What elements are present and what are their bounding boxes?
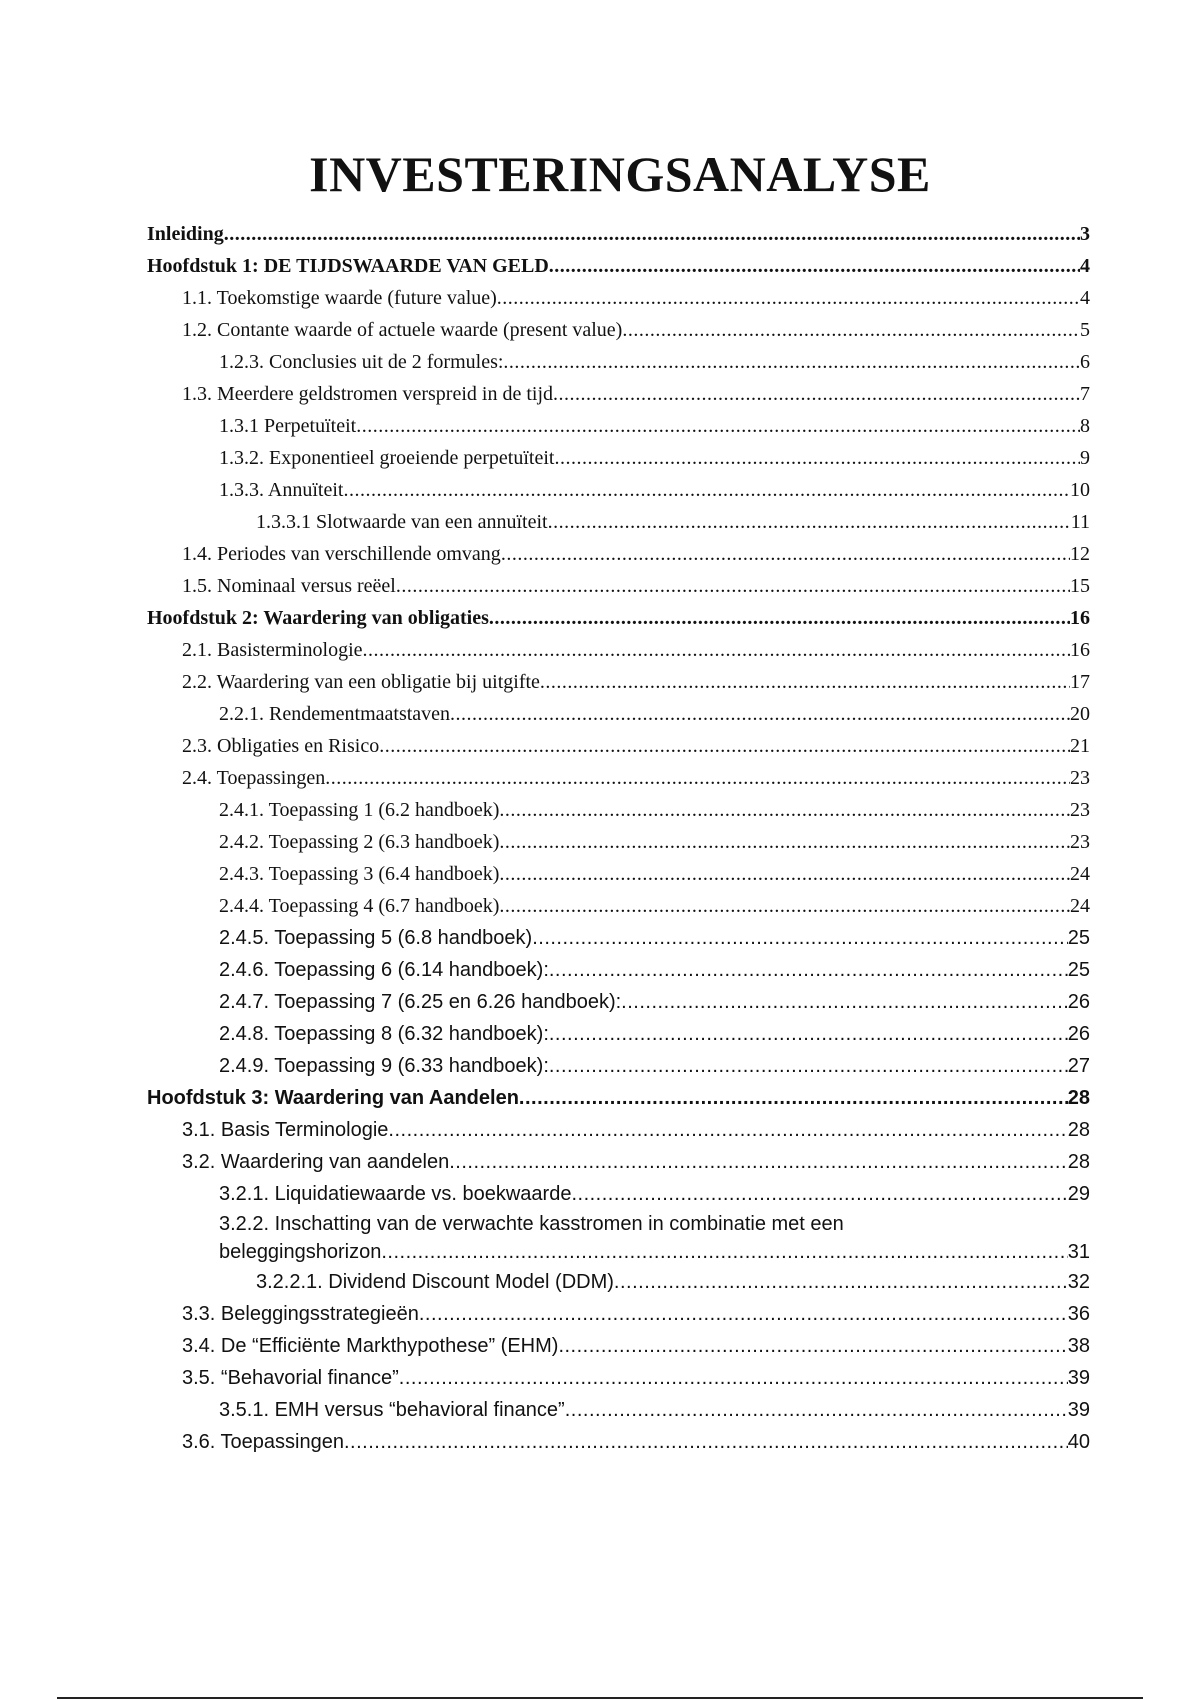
footer-divider — [57, 1697, 1143, 1699]
toc-entry-label: Hoofdstuk 3: Waardering van Aandelen — [147, 1087, 519, 1109]
toc-entry-1-2[interactable] — [147, 314, 1090, 346]
toc-dot-leader — [499, 890, 1070, 922]
toc-page-number: 40 — [1067, 1431, 1090, 1453]
toc-entry-label: 3.1. Basis Terminologie — [182, 1119, 389, 1141]
toc-dot-leader — [558, 1330, 1067, 1362]
toc-dot-leader — [381, 1238, 1067, 1266]
toc-entry-label: 3.4. De “Efficiënte Markthypothese” (EHM) — [182, 1335, 559, 1357]
toc-entry-3-4[interactable] — [147, 1330, 1090, 1362]
toc-page-number: 4 — [1080, 287, 1090, 309]
toc-entry-2-4-9[interactable] — [147, 1050, 1090, 1082]
toc-entry-label: 2.4.3. Toepassing 3 (6.4 handboek) — [219, 863, 500, 885]
toc-entry-label: 2.4.8. Toepassing 8 (6.32 handboek): — [219, 1023, 549, 1045]
toc-entry-3-3[interactable] — [147, 1298, 1090, 1330]
toc-entry-label: 1.1. Toekomstige waarde (future value) — [182, 287, 497, 309]
toc-dot-leader — [532, 922, 1068, 954]
toc-dot-leader — [388, 1114, 1067, 1146]
toc-dot-leader — [501, 538, 1070, 570]
toc-page-number: 26 — [1067, 1023, 1090, 1045]
table-of-contents — [147, 218, 1090, 1458]
toc-entry-label: Hoofdstuk 1: DE TIJDSWAARDE VAN GELD — [147, 255, 549, 277]
toc-entry-1-3-3[interactable] — [147, 474, 1090, 506]
toc-entry-2-4-6[interactable] — [147, 954, 1090, 986]
toc-entry-hoofdstuk-1[interactable] — [147, 250, 1090, 282]
toc-dot-leader — [571, 1178, 1067, 1210]
toc-page-number: 11 — [1070, 511, 1090, 533]
toc-entry-label: 1.2.3. Conclusies uit de 2 formules: — [219, 351, 504, 373]
toc-entry-2-2-1[interactable] — [147, 698, 1090, 730]
toc-page-number: 32 — [1067, 1271, 1090, 1293]
toc-entry-3-6[interactable] — [147, 1426, 1090, 1458]
toc-page-number: 38 — [1067, 1335, 1090, 1357]
toc-entry-label: 3.5. “Behavorial finance” — [182, 1367, 399, 1389]
toc-dot-leader — [549, 1018, 1068, 1050]
toc-dot-leader — [499, 858, 1070, 890]
toc-dot-leader — [614, 1266, 1068, 1298]
page-title: INVESTERINGSANALYSE — [309, 146, 931, 202]
toc-page-number: 12 — [1070, 543, 1090, 565]
toc-page-number: 9 — [1080, 447, 1090, 469]
toc-entry-2-4[interactable] — [147, 762, 1090, 794]
toc-page-number: 16 — [1070, 639, 1090, 661]
toc-entry-label-continued: beleggingshorizon — [219, 1241, 382, 1263]
toc-dot-leader — [399, 1362, 1068, 1394]
toc-entry-label: 2.4. Toepassingen — [182, 767, 326, 789]
toc-dot-leader — [325, 762, 1070, 794]
toc-entry-label: 1.4. Periodes van verschillende omvang — [182, 543, 501, 565]
toc-page-number: 25 — [1067, 927, 1090, 949]
toc-dot-leader — [344, 1426, 1068, 1458]
toc-entry-label: 2.3. Obligaties en Risico — [182, 735, 380, 757]
toc-page-number: 39 — [1067, 1367, 1090, 1389]
toc-entry-label: 1.3.1 Perpetuïteit — [219, 415, 357, 437]
toc-entry-label: 1.5. Nominaal versus reëel — [182, 575, 396, 597]
toc-dot-leader — [343, 474, 1070, 506]
toc-dot-leader — [519, 1082, 1068, 1114]
toc-entry-2-4-2[interactable] — [147, 826, 1090, 858]
toc-page-number: 23 — [1070, 799, 1090, 821]
toc-entry-1-4[interactable] — [147, 538, 1090, 570]
toc-entry-label: 2.1. Basisterminologie — [182, 639, 363, 661]
toc-page-number: 7 — [1080, 383, 1090, 405]
toc-dot-leader — [554, 442, 1080, 474]
toc-dot-leader — [379, 730, 1070, 762]
toc-entry-label: 2.2. Waardering van een obligatie bij uitgifte — [182, 671, 540, 693]
toc-entry-hoofdstuk-3[interactable] — [147, 1082, 1090, 1114]
toc-page-number: 31 — [1067, 1241, 1090, 1263]
toc-entry-3-1[interactable] — [147, 1114, 1090, 1146]
toc-entry-2-4-8[interactable] — [147, 1018, 1090, 1050]
toc-page-number: 25 — [1067, 959, 1090, 981]
toc-entry-2-2[interactable] — [147, 666, 1090, 698]
toc-entry-1-1[interactable] — [147, 282, 1090, 314]
toc-page-number: 3 — [1080, 223, 1090, 245]
toc-entry-3-5[interactable] — [147, 1362, 1090, 1394]
toc-dot-leader — [621, 986, 1068, 1018]
toc-page-number: 21 — [1070, 735, 1090, 757]
toc-entry-label: 2.4.9. Toepassing 9 (6.33 handboek): — [219, 1055, 549, 1077]
toc-page-number: 23 — [1070, 767, 1090, 789]
toc-dot-leader — [540, 666, 1070, 698]
toc-entry-label: 2.4.5. Toepassing 5 (6.8 handboek) — [219, 927, 533, 949]
toc-dot-leader — [497, 282, 1080, 314]
toc-entry-1-2-3[interactable] — [147, 346, 1090, 378]
toc-dot-leader — [450, 698, 1070, 730]
toc-dot-leader — [499, 826, 1070, 858]
toc-page-number: 17 — [1070, 671, 1090, 693]
toc-entry-label: 3.5.1. EMH versus “behavioral finance” — [219, 1399, 565, 1421]
toc-dot-leader — [449, 1146, 1068, 1178]
toc-page-number: 28 — [1067, 1151, 1090, 1173]
toc-entry-1-5[interactable] — [147, 570, 1090, 602]
toc-entry-label: 3.2.2.1. Dividend Discount Model (DDM) — [256, 1271, 614, 1293]
toc-entry-label: 3.2.1. Liquidatiewaarde vs. boekwaarde — [219, 1183, 572, 1205]
toc-entry-label: 2.4.2. Toepassing 2 (6.3 handboek) — [219, 831, 500, 853]
toc-entry-2-4-3[interactable] — [147, 858, 1090, 890]
toc-entry-label: 3.3. Beleggingsstrategieën — [182, 1303, 419, 1325]
toc-entry-hoofdstuk-2[interactable] — [147, 602, 1090, 634]
toc-entry-2-4-5[interactable] — [147, 922, 1090, 954]
toc-entry-label: 1.3. Meerdere geldstromen verspreid in de tijd — [182, 383, 553, 405]
toc-entry-2-4-1[interactable] — [147, 794, 1090, 826]
toc-entry-inleiding[interactable] — [147, 218, 1090, 250]
toc-dot-leader — [503, 346, 1080, 378]
toc-entry-1-3-3-1[interactable] — [147, 506, 1090, 538]
toc-entry-label: 2.4.7. Toepassing 7 (6.25 en 6.26 handboek): — [219, 991, 622, 1013]
toc-dot-leader — [622, 314, 1080, 346]
toc-entry-2-1[interactable] — [147, 634, 1090, 666]
toc-page-number: 27 — [1067, 1055, 1090, 1077]
toc-dot-leader — [363, 634, 1070, 666]
toc-dot-leader — [548, 506, 1071, 538]
toc-entry-label: 2.4.1. Toepassing 1 (6.2 handboek) — [219, 799, 500, 821]
toc-page-number: 8 — [1080, 415, 1090, 437]
toc-page-number: 36 — [1067, 1303, 1090, 1325]
toc-dot-leader — [396, 570, 1070, 602]
toc-entry-label: 3.2. Waardering van aandelen — [182, 1151, 450, 1173]
toc-page-number: 10 — [1070, 479, 1090, 501]
toc-entry-label: 3.2.2. Inschatting van de verwachte kasstromen in combinatie met een — [219, 1213, 844, 1235]
toc-entry-2-3[interactable] — [147, 730, 1090, 762]
toc-entry-label: 1.3.3. Annuïteit — [219, 479, 344, 501]
toc-entry-1-3[interactable] — [147, 378, 1090, 410]
toc-page-number: 29 — [1067, 1183, 1090, 1205]
toc-page-number: 16 — [1070, 607, 1090, 629]
toc-entry-1-3-2[interactable] — [147, 442, 1090, 474]
toc-entry-label: Inleiding — [147, 223, 224, 245]
toc-entry-3-2-2-1[interactable] — [147, 1266, 1090, 1298]
toc-page-number: 6 — [1080, 351, 1090, 373]
toc-dot-leader — [565, 1394, 1068, 1426]
toc-entry-label: 1.3.3.1 Slotwaarde van een annuïteit — [256, 511, 548, 533]
toc-page-number: 24 — [1070, 895, 1090, 917]
toc-dot-leader — [553, 378, 1080, 410]
toc-page-number: 20 — [1070, 703, 1090, 725]
toc-page-number: 24 — [1070, 863, 1090, 885]
toc-page-number: 39 — [1067, 1399, 1090, 1421]
toc-page-number: 28 — [1067, 1087, 1090, 1109]
toc-page-number: 15 — [1070, 575, 1090, 597]
toc-page-number: 4 — [1080, 255, 1090, 277]
toc-dot-leader — [489, 602, 1070, 634]
toc-dot-leader — [224, 218, 1080, 250]
toc-entry-3-2-1[interactable] — [147, 1178, 1090, 1210]
toc-entry-label: 3.6. Toepassingen — [182, 1431, 344, 1453]
toc-entry-label: 1.3.2. Exponentieel groeiende perpetuïteit — [219, 447, 555, 469]
toc-dot-leader — [499, 794, 1070, 826]
toc-entry-3-5-1[interactable] — [147, 1394, 1090, 1426]
toc-entry-label: 2.4.6. Toepassing 6 (6.14 handboek): — [219, 959, 549, 981]
toc-dot-leader — [549, 1050, 1068, 1082]
toc-entry-3-2[interactable] — [147, 1146, 1090, 1178]
toc-page-number: 26 — [1067, 991, 1090, 1013]
toc-entry-label: 1.2. Contante waarde of actuele waarde (present value) — [182, 319, 623, 341]
toc-entry-2-4-4[interactable] — [147, 890, 1090, 922]
toc-dot-leader — [549, 954, 1068, 986]
toc-dot-leader — [549, 250, 1080, 282]
toc-entry-label: 2.4.4. Toepassing 4 (6.7 handboek) — [219, 895, 500, 917]
toc-entry-3-2-2[interactable] — [147, 1210, 1090, 1266]
toc-dot-leader — [356, 410, 1080, 442]
toc-page-number: 23 — [1070, 831, 1090, 853]
toc-dot-leader — [419, 1298, 1068, 1330]
toc-page-number: 28 — [1067, 1119, 1090, 1141]
toc-entry-label: Hoofdstuk 2: Waardering van obligaties — [147, 607, 489, 629]
toc-entry-1-3-1[interactable] — [147, 410, 1090, 442]
toc-page-number: 5 — [1080, 319, 1090, 341]
toc-entry-label: 2.2.1. Rendementmaatstaven — [219, 703, 451, 725]
toc-entry-2-4-7[interactable] — [147, 986, 1090, 1018]
